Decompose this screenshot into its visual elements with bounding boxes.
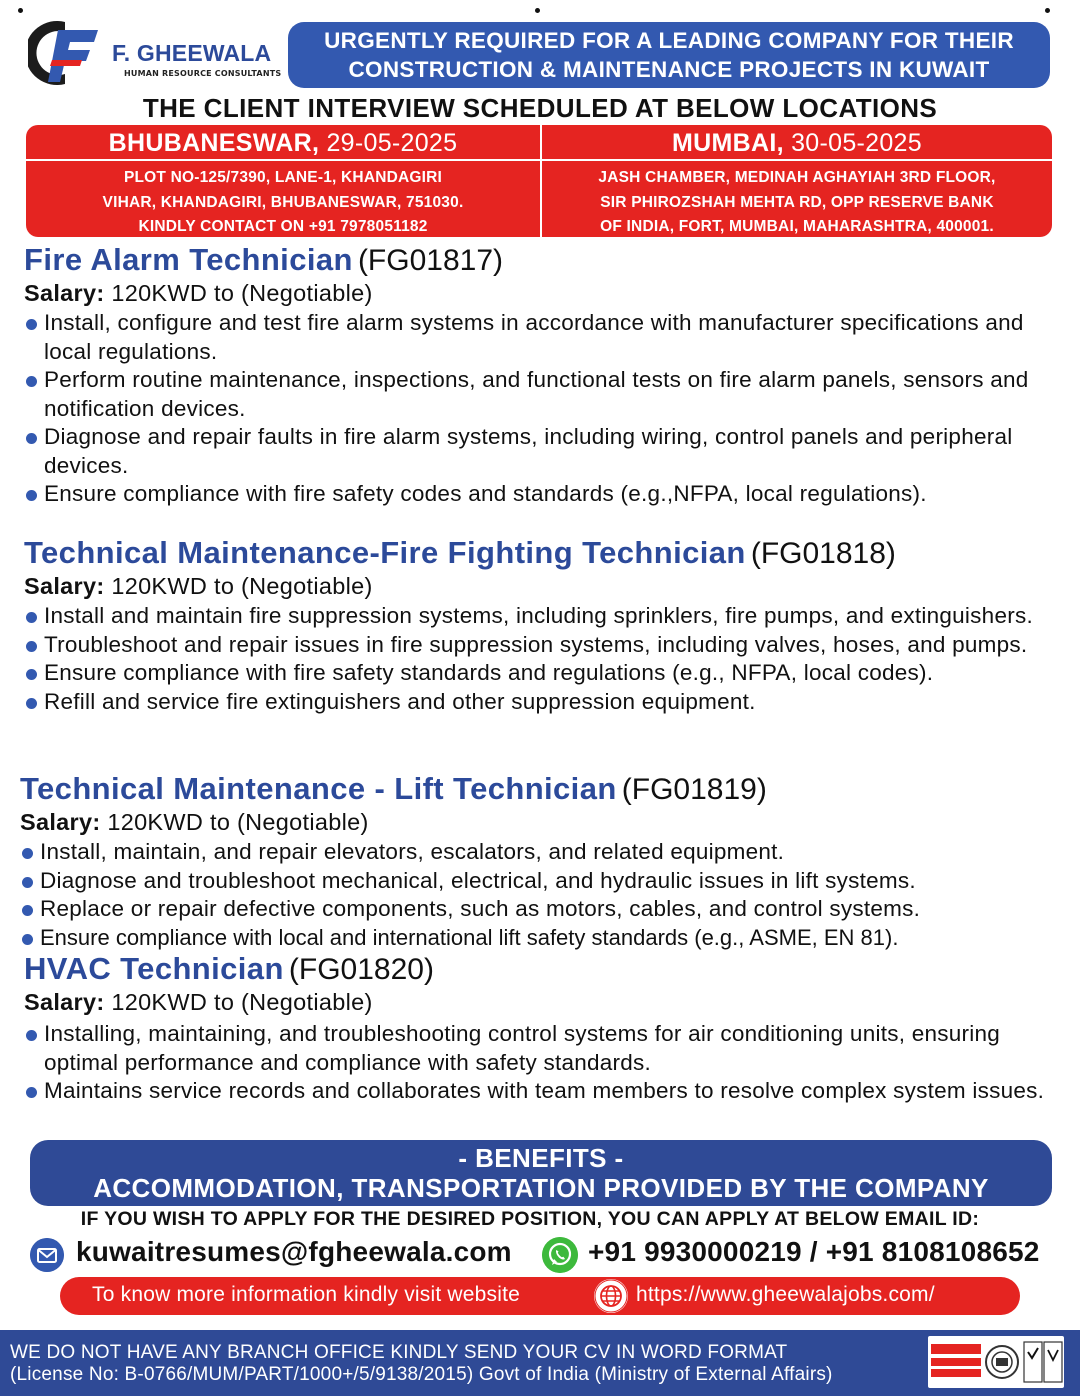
duty-text: Ensure compliance with fire safety standards and regulations (e.g., NFPA, local codes). [44, 660, 934, 685]
interview-title: THE CLIENT INTERVIEW SCHEDULED AT BELOW LOCATIONS [142, 93, 938, 123]
urgent-line-2: CONSTRUCTION & MAINTENANCE PROJECTS IN KUWAIT [348, 57, 990, 82]
job-title: Technical Maintenance-Fire Fighting Technician [24, 535, 746, 570]
footer-line-1: WE DO NOT HAVE ANY BRANCH OFFICE KINDLY SEND YOUR CV IN WORD FORMAT [10, 1342, 788, 1363]
list-item [20, 838, 1070, 867]
job-title-row [24, 535, 1074, 571]
salary-value: 120KWD to (Negotiable) [107, 809, 369, 835]
list-item [24, 602, 1074, 631]
job-duties-list [24, 1020, 1074, 1106]
bullet-icon [26, 1087, 37, 1098]
whatsapp-icon [542, 1237, 578, 1273]
corner-dot-right [1045, 8, 1050, 13]
location-city-date [26, 125, 540, 159]
location-divider-vertical [540, 125, 542, 237]
salary-label: Salary: [24, 989, 105, 1015]
contact-row [30, 1236, 1060, 1276]
job-salary [20, 809, 1070, 836]
bullet-icon [22, 848, 33, 859]
list-item [24, 659, 1074, 688]
list-item [24, 309, 1074, 366]
location-bhubaneswar [26, 125, 540, 237]
list-item [24, 1020, 1074, 1077]
list-item [24, 480, 1074, 509]
job-duties-list [24, 309, 1074, 509]
duty-text: Maintains service records and collaborates with team members to resolve complex system issues. [44, 1078, 1045, 1103]
address-line: SIR PHIROZSHAH MEHTA RD, OPP RESERVE BANK [600, 193, 994, 211]
job-title: HVAC Technician [24, 951, 284, 986]
urgent-banner [288, 22, 1050, 88]
location-divider-horizontal [26, 159, 1052, 161]
salary-value: 120KWD to (Negotiable) [111, 280, 373, 306]
duty-text: Ensure compliance with fire safety codes and standards (e.g.,NFPA, local regulations). [44, 481, 927, 506]
duty-text: Install, configure and test fire alarm systems in accordance with manufacturer specifications and local regulations. [44, 310, 1024, 364]
job-title: Technical Maintenance - Lift Technician [20, 771, 617, 806]
duty-text: Diagnose and troubleshoot mechanical, electrical, and hydraulic issues in lift systems. [40, 867, 916, 893]
salary-label: Salary: [24, 280, 105, 306]
address-line: PLOT NO-125/7390, LANE-1, KHANDAGIRI [123, 169, 443, 186]
location-date: 29-05-2025 [326, 129, 458, 157]
bullet-icon [22, 934, 33, 945]
website-label: To know more information kindly visit website [92, 1283, 520, 1306]
list-item [24, 688, 1074, 717]
duty-text: Perform routine maintenance, inspections, and functional tests on fire alarm panels, sensors and notification devices. [44, 367, 1029, 421]
salary-label: Salary: [20, 809, 101, 835]
duty-text: Troubleshoot and repair issues in fire suppression systems, including valves, hoses, and pumps. [44, 631, 1028, 657]
benefits-banner [30, 1140, 1052, 1206]
list-item [24, 631, 1074, 660]
address-line: OF INDIA, FORT, MUMBAI, MAHARASHTRA, 400001. [600, 218, 994, 235]
job-code: (FG01820) [288, 953, 434, 986]
salary-label: Salary: [24, 573, 105, 599]
location-city: MUMBAI, [672, 129, 784, 157]
duty-text: Ensure compliance with local and international lift safety standards (e.g., ASME, EN 81). [40, 924, 899, 950]
bullet-icon [26, 669, 37, 680]
job-hvac-technician [24, 951, 1074, 1106]
bullet-icon [22, 877, 33, 888]
bullet-icon [26, 433, 37, 444]
job-salary [24, 573, 1074, 600]
address-contact-line: KINDLY CONTACT ON +91 7978051182 [138, 218, 428, 235]
job-code: (FG01819) [621, 773, 767, 806]
bullet-icon [26, 319, 37, 330]
locations-box [26, 125, 1052, 237]
job-duties-list [20, 838, 1070, 952]
phone-numbers[interactable]: +91 9930000219 / +91 8108108652 [588, 1236, 1040, 1267]
corner-dot-center [535, 8, 540, 13]
bullet-icon [26, 698, 37, 709]
job-salary [24, 280, 1074, 307]
address-line: JASH CHAMBER, MEDINAH AGHAYIAH 3RD FLOOR, [598, 169, 996, 186]
mail-icon [30, 1238, 64, 1272]
address-line: VIHAR, KHANDAGIRI, BHUBANESWAR, 751030. [102, 193, 464, 211]
job-fire-fighting-technician [24, 535, 1074, 716]
benefits-heading: - BENEFITS - [458, 1143, 624, 1173]
certification-seal-icon [928, 1336, 1064, 1388]
job-title-row [20, 771, 1070, 807]
job-code: (FG01817) [357, 244, 504, 277]
location-date: 30-05-2025 [791, 129, 922, 157]
brand-tagline: HUMAN RESOURCE CONSULTANTS [124, 69, 282, 78]
website-bar [60, 1277, 1020, 1315]
globe-icon [594, 1279, 628, 1313]
email-link[interactable]: kuwaitresumes@fgheewala.com [76, 1236, 512, 1267]
job-lift-technician [20, 771, 1070, 952]
location-address [542, 159, 1052, 237]
bullet-icon [22, 905, 33, 916]
job-title-row [24, 242, 1074, 278]
footer-line-2: (License No: B-0766/MUM/PART/1000+/5/9138/2015) Govt of India (Ministry of External Affairs) [10, 1364, 833, 1385]
footer-text [10, 1342, 833, 1386]
corner-dot-left [18, 8, 23, 13]
logo-mark-icon [28, 20, 102, 86]
duty-text: Replace or repair defective components, such as motors, cables, and control systems. [40, 896, 921, 921]
list-item [20, 924, 1070, 953]
bullet-icon [26, 641, 37, 652]
list-item [20, 867, 1070, 896]
bullet-icon [26, 490, 37, 501]
list-item [24, 1077, 1074, 1106]
website-link[interactable]: https://www.gheewalajobs.com/ [636, 1283, 935, 1306]
list-item [24, 366, 1074, 423]
salary-value: 120KWD to (Negotiable) [111, 573, 373, 599]
job-title-row [24, 951, 1074, 987]
bullet-icon [26, 1030, 37, 1041]
footer-bar [0, 1330, 1080, 1396]
location-mumbai [542, 125, 1052, 237]
certification-badges [928, 1336, 1064, 1388]
location-city: BHUBANESWAR, [108, 129, 320, 157]
job-code: (FG01818) [750, 537, 896, 570]
job-fire-alarm-technician [24, 242, 1074, 509]
bullet-icon [26, 612, 37, 623]
job-title: Fire Alarm Technician [24, 242, 353, 277]
duty-text: Install and maintain fire suppression systems, including sprinklers, fire pumps, and extinguishers. [44, 603, 1033, 628]
urgent-line-1: URGENTLY REQUIRED FOR A LEADING COMPANY FOR THEIR [324, 28, 1014, 53]
location-address [26, 159, 540, 237]
duty-text: Installing, maintaining, and troubleshooting control systems for air conditioning units, ensuring optimal performance and compliance with safety standards. [44, 1021, 1001, 1075]
bullet-icon [26, 376, 37, 387]
list-item [20, 895, 1070, 924]
job-salary [24, 989, 1074, 1016]
duty-text: Install, maintain, and repair elevators, escalators, and related equipment. [40, 839, 785, 864]
location-city-date [542, 125, 1052, 159]
duty-text: Diagnose and repair faults in fire alarm systems, including wiring, control panels and peripheral devices. [44, 424, 1013, 478]
duty-text: Refill and service fire extinguishers and other suppression equipment. [44, 688, 756, 714]
benefits-text: ACCOMMODATION, TRANSPORTATION PROVIDED BY THE COMPANY [93, 1173, 989, 1203]
job-duties-list [24, 602, 1074, 716]
company-logo [26, 18, 284, 90]
apply-instruction: IF YOU WISH TO APPLY FOR THE DESIRED POSITION, YOU CAN APPLY AT BELOW EMAIL ID: [80, 1208, 980, 1230]
brand-name: F. GHEEWALA [112, 40, 272, 66]
salary-value: 120KWD to (Negotiable) [111, 989, 373, 1015]
list-item [24, 423, 1074, 480]
